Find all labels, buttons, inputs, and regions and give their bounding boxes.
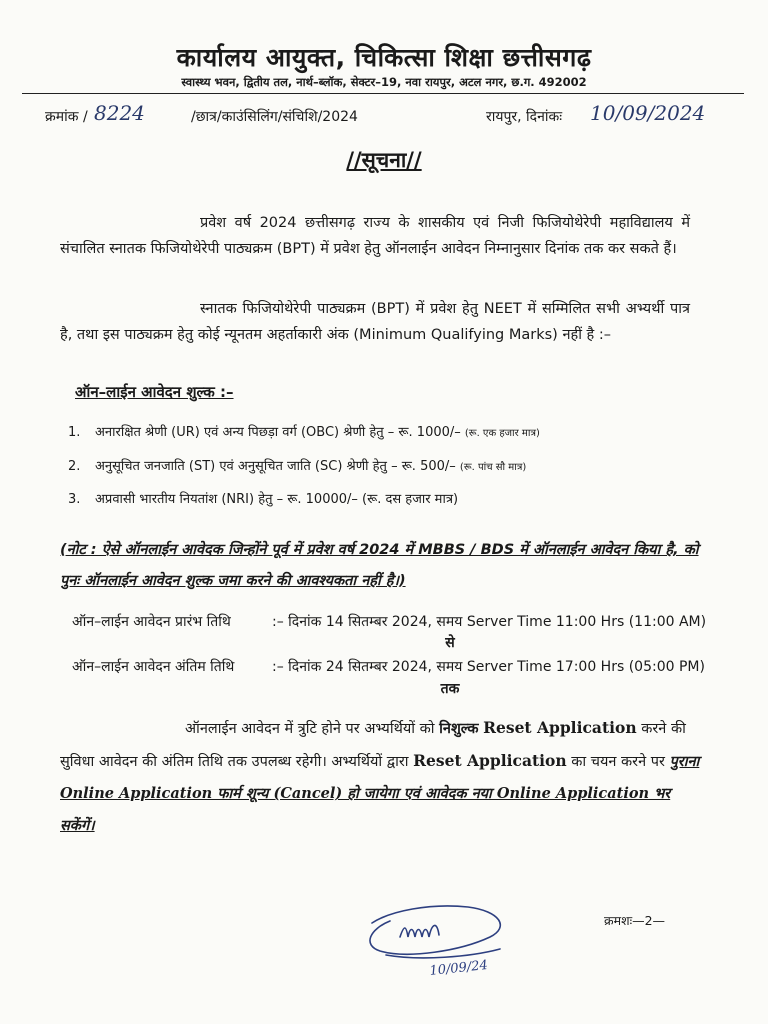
fee-item-text: अप्रवासी भारतीय नियतांश (NRI) हेतु – रू. 10000/–: [95, 492, 358, 507]
end-date-line: [72, 657, 705, 676]
reset-text-3: का चयन करने पर: [571, 754, 665, 770]
header-divider: [22, 93, 744, 94]
reset-text-1: ऑनलाईन आवेदन में त्रुटि होने पर अभ्यर्थियों को: [185, 721, 435, 737]
start-date-value: :– दिनांक 14 सितम्बर 2024, समय Server Time 11:00 Hrs (11:00 AM): [272, 614, 707, 630]
office-title: कार्यालय आयुक्त, चिकित्सा शिक्षा छत्तीसगढ़: [176, 43, 592, 72]
notice-heading-text: //सूचना//: [346, 148, 422, 172]
fee-item-words: (रू. एक हजार मात्र): [464, 428, 540, 439]
fee-item-text: अनारक्षित श्रेणी (UR) एवं अन्य पिछड़ा वर्ग (OBC) श्रेणी हेतु – रू. 1000/–: [95, 425, 461, 440]
connector-from: से: [445, 635, 455, 651]
place-date: [486, 101, 706, 126]
connector-to: तक: [440, 681, 460, 697]
fee-item-number: 2.: [68, 459, 81, 474]
reference-number: 8224: [94, 101, 145, 125]
fee-item: [68, 422, 540, 440]
free-label: निशुल्क: [439, 721, 479, 737]
fee-item: [68, 456, 526, 474]
fee-item-number: 1.: [68, 425, 81, 440]
office-address: स्वास्थ्य भवन, द्वितीय तल, नार्थ–ब्लॉक, सेक्टर–19, नवा रायपुर, अटल नगर, छ.ग. 492002: [181, 75, 587, 89]
reset-text-2: करने की सुविधा आवेदन की अंतिम तिथि तक उपलब्ध रहेगी। अभ्यर्थियों द्वारा: [60, 721, 686, 770]
signature: [350, 893, 535, 983]
place-date-label: रायपुर, दिनांकः: [486, 109, 563, 125]
fee-item: [68, 489, 458, 507]
eligibility-paragraph: [60, 296, 690, 348]
cancel-warning: पुराना Online Application फार्म शून्य (Cancel) हो जायेगा एवं आवेदक नया Online Application भर सकेंगें।: [60, 753, 700, 834]
issue-date: 10/09/2024: [590, 101, 706, 125]
start-date-line: [72, 612, 706, 631]
intro-text: प्रवेश वर्ष 2024 छत्तीसगढ़ राज्य के शासकीय एवं निजी फिजियोथेरेपी महाविद्यालय में संचालित स्नातक फिजियोथेरेपी पाठ्यक्रम (BPT) में प्रवेश हेतु ऑनलाईन आवेदन निम्नानुसार दिनांक तक कर सकते हैं।: [60, 215, 690, 257]
signature-date: 10/09/24: [428, 957, 489, 979]
notice-heading: [0, 146, 768, 174]
fee-item-words: (रू. पांच सौ मात्र): [459, 462, 527, 473]
reset-paragraph: [60, 712, 700, 842]
fee-item-text: अनुसूचित जनजाति (ST) एवं अनुसूचित जाति (SC) श्रेणी हेतु – रू. 500/–: [95, 459, 456, 474]
note-paragraph: [60, 535, 710, 597]
reset-application-term: Reset Application: [413, 751, 567, 770]
reference-path: /छात्र/काउंसिलिंग/संचिशि/2024: [191, 109, 358, 125]
reset-application-term: Reset Application: [483, 718, 637, 737]
note-text: (नोट : ऐसे ऑनलाईन आवेदक जिन्होंने पूर्व में प्रवेश वर्ष 2024 में MBBS / BDS में ऑनलाईन आवेदन किया है, को पुनः ऑनलाईन आवेदन शुल्क जमा करने की आवश्यकता नहीं है।): [60, 542, 699, 589]
reference-label: क्रमांक /: [45, 109, 88, 125]
end-date-value: :– दिनांक 24 सितम्बर 2024, समय Server Time 17:00 Hrs (05:00 PM): [272, 659, 705, 675]
reference-line: [45, 101, 358, 126]
end-date-label: ऑन–लाईन आवेदन अंतिम तिथि: [72, 659, 235, 675]
fee-item-number: 3.: [68, 492, 81, 507]
intro-paragraph: [60, 210, 690, 262]
fee-heading: ऑन–लाईन आवेदन शुल्क :–: [75, 383, 234, 401]
continuation-marker: क्रमशः—2—: [604, 913, 666, 928]
eligibility-text: स्नातक फिजियोथेरेपी पाठ्यक्रम (BPT) में प्रवेश हेतु NEET में सम्मिलित सभी अभ्यर्थी पात्र है, तथा इस पाठ्यक्रम हेतु कोई न्यूनतम अहर्ताकारी अंक (Minimum Qualifying Marks) नहीं है :–: [60, 301, 690, 343]
start-date-label: ऑन–लाईन आवेदन प्रारंभ तिथि: [72, 614, 231, 630]
fee-item-words: (रू. दस हजार मात्र): [362, 492, 459, 507]
